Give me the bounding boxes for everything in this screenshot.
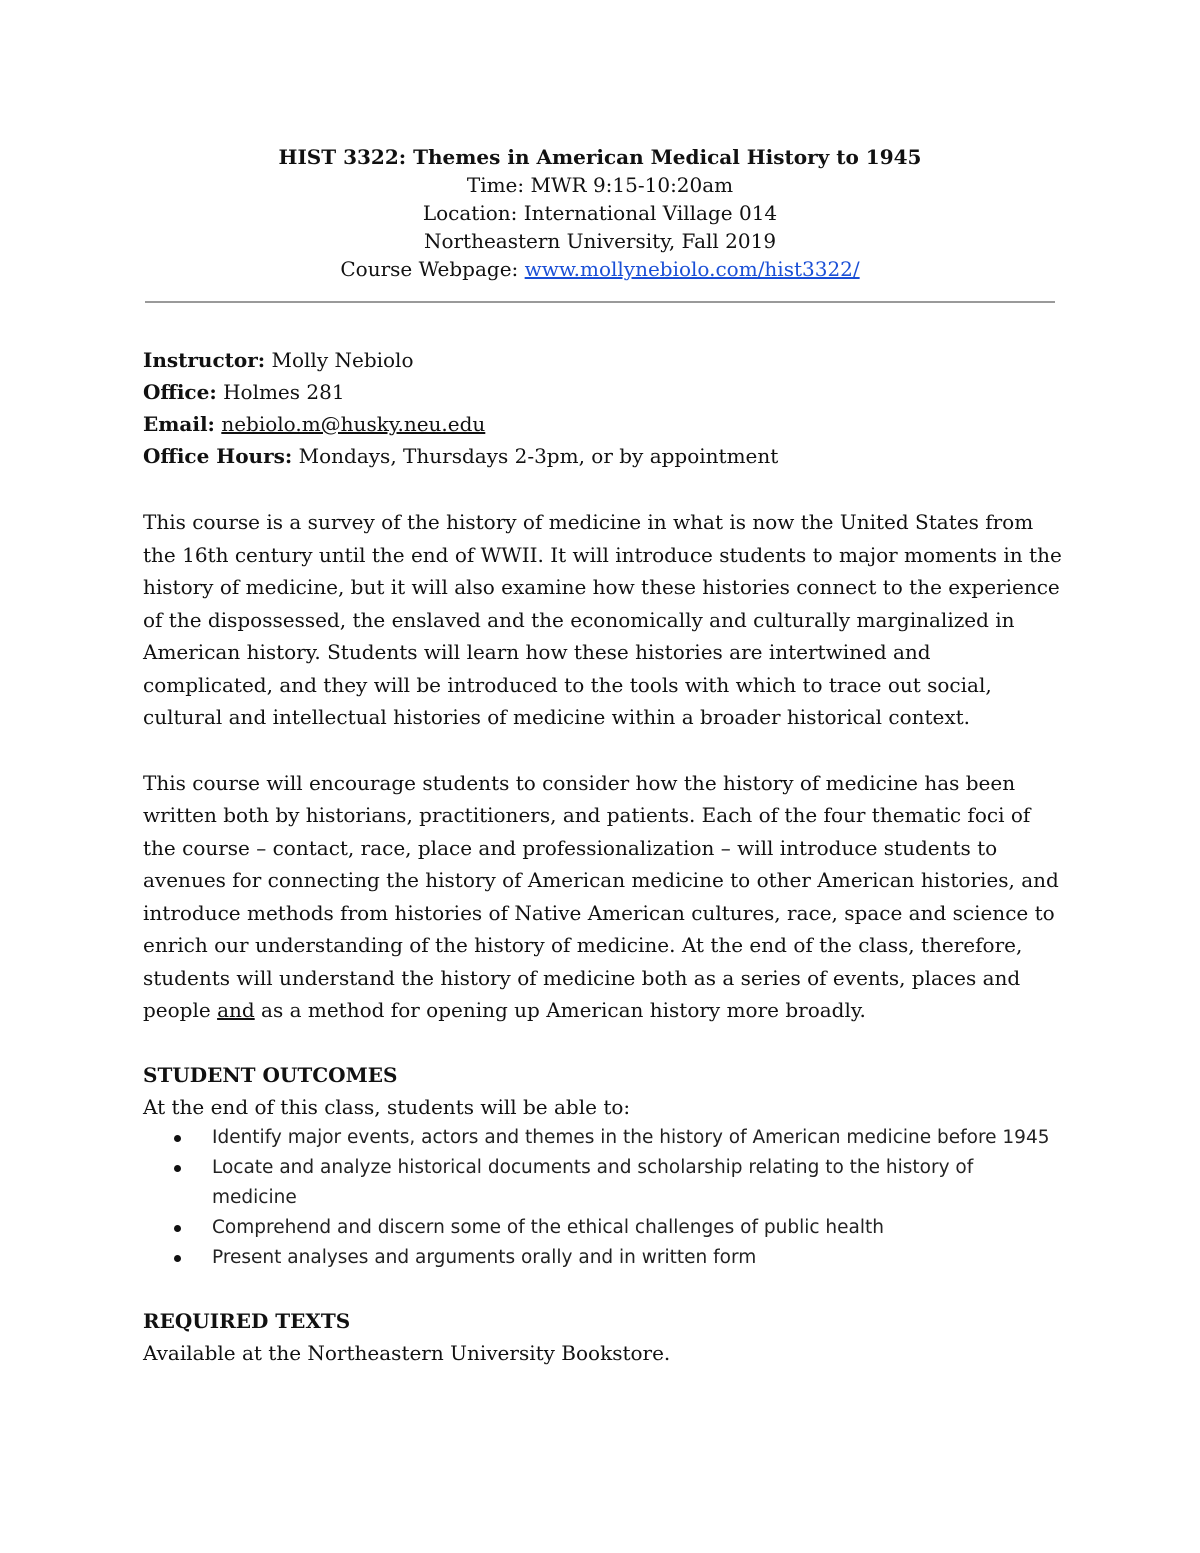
office-hours-value: Mondays, Thursdays 2-3pm, or by appointment <box>292 444 779 468</box>
bullet-icon <box>174 1225 181 1232</box>
outcome-text: Present analyses and arguments orally and in written form <box>212 1246 757 1268</box>
list-item <box>143 1243 1063 1273</box>
course-university-term: Northeastern University, Fall 2019 <box>423 229 777 253</box>
bullet-icon <box>174 1135 181 1142</box>
office-value: Holmes 281 <box>216 380 345 404</box>
outcome-text: Comprehend and discern some of the ethical challenges of public health <box>212 1216 884 1238</box>
student-outcomes-list <box>143 1123 1063 1273</box>
office-hours-line <box>143 440 1063 472</box>
course-location: Location: International Village 014 <box>422 201 778 225</box>
approach-text-part2: as a method for opening up American history more broadly. <box>254 998 866 1022</box>
approach-text-part1: This course will encourage students to consider how the history of medicine has been written both by historians, practitioners, and patients. Each of the four thematic foci of the course – contact, race, place and professionalization – will introduce students to avenues for connecting the history of American medicine to other American histories, and introduce methods from histories of Native American cultures, race, space and science to enrich our understanding of the history of medicine. At the end of the class, therefore, students will understand the history of medicine both as a series of events, places and people <box>143 770 1059 1022</box>
syllabus-body <box>143 344 1063 1369</box>
required-texts-note: Available at the Northeastern University Bookstore. <box>143 1340 671 1365</box>
instructor-label: Instructor: <box>143 348 266 372</box>
course-approach-paragraph <box>143 767 1063 1027</box>
office-label: Office: <box>143 380 217 404</box>
course-webpage-link[interactable]: www.mollynebiolo.com/hist3322/ <box>524 257 860 281</box>
course-description-paragraph: This course is a survey of the history of medicine in what is now the United States from the 16th century until the end of WWII. It will introduce students to major moments in the history of medicine, but it will also examine how these histories connect to the experience of the dispossessed, the enslaved and the economically and culturally marginalized in American history. Students will learn how these histories are intertwined and complicated, and they will be introduced to the tools with which to trace out social, cultural and intellectual histories of medicine within a broader historical context. <box>143 510 1062 729</box>
course-title: HIST 3322: Themes in American Medical History to 1945 <box>278 145 922 169</box>
required-texts-heading: REQUIRED TEXTS <box>143 1308 351 1333</box>
office-line <box>143 376 1063 408</box>
email-label: Email: <box>143 412 215 436</box>
student-outcomes-intro: At the end of this class, students will be able to: <box>143 1094 631 1119</box>
instructor-name: Molly Nebiolo <box>265 348 414 372</box>
course-webpage-line <box>0 255 1200 283</box>
course-webpage-label: Course Webpage: <box>340 257 525 281</box>
bullet-icon <box>174 1165 181 1172</box>
email-link[interactable]: nebiolo.m@husky.neu.edu <box>221 412 486 436</box>
outcome-text: Locate and analyze historical documents and scholarship relating to the history of medicine <box>212 1156 974 1208</box>
course-header <box>0 143 1200 283</box>
instructor-line <box>143 344 1063 376</box>
outcome-text: Identify major events, actors and themes in the history of American medicine before 1945 <box>212 1126 1050 1148</box>
email-line <box>143 408 1063 440</box>
horizontal-divider <box>145 301 1055 303</box>
approach-underlined-word: and <box>217 998 255 1022</box>
list-item <box>143 1123 1063 1153</box>
bullet-icon <box>174 1255 181 1262</box>
list-item <box>143 1153 1063 1213</box>
course-time: Time: MWR 9:15-10:20am <box>466 173 734 197</box>
list-item <box>143 1213 1063 1243</box>
office-hours-label: Office Hours: <box>143 444 293 468</box>
student-outcomes-heading: STUDENT OUTCOMES <box>143 1062 398 1087</box>
